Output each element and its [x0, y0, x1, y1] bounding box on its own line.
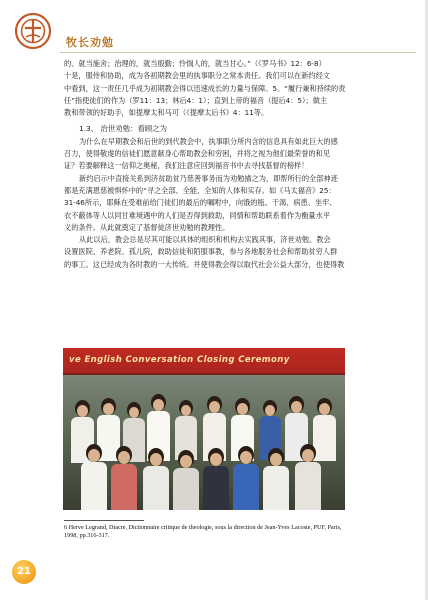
text-line: 任”指使徒们的作为（罗11：13；林后4：1）；直到上帝的福音（提后4：5）；做主	[64, 95, 328, 105]
text-line: 设置医院、养老院、孤儿院，救助信徒和陌服事教，参与各地服务社会和帮助贫穷人群	[64, 247, 338, 257]
header-divider	[60, 52, 416, 53]
text-line: 衣不蔽体等人以同甘难境遇中的人们是否得到救助，同情和帮助联系着作为衡量水平	[64, 210, 330, 220]
section-title: 牧长劝勉	[66, 36, 114, 49]
footnote-divider	[64, 520, 144, 521]
footnote-line: 1998, pp.316-317.	[64, 532, 110, 540]
page-number: 21	[12, 560, 36, 584]
text-line: 的事工。这已经成为各时教的一大传统。并使得教会得以取代社会公益大部分，也使得教	[64, 259, 345, 269]
footnote	[64, 524, 364, 540]
group-photo	[63, 348, 345, 510]
subsection-heading: 1.3、 治世劝勉：看顾之为	[79, 124, 168, 134]
text-line: 证？若要解释这一信仰之奥秘，我们注意应回到福音书中去寻找基督的榜样！	[64, 161, 309, 171]
text-line: 中看到，这一责任几乎成为初期教会得以迅速成长的力量与保障。5。“履行兼和持续的责	[64, 83, 346, 93]
footnote-line: 6 Herve Legrand, Diacre, Dictionnaire critique de theologie, sous la direction de Jean-Yves Lacoste, PUF, Paris,	[64, 524, 342, 531]
church-logo-icon	[14, 12, 52, 50]
text-line: 新约启示中直接关系到济贫助贫乃慈善事务而为劝勉描之为，即帮所行的全部神迹	[79, 173, 338, 183]
text-line: 十是，服侍和协助，成为各初期教会里的执事职分之常本责任。我们可以在新约经文	[64, 71, 330, 81]
text-line: 的、就当施舍；治理的，就当殷勤；怜悯人的，就当甘心。”（《罗马书》12：6-8）	[64, 59, 326, 68]
text-line: 召力，使得敬虔的信徒们愿意献身心帮助教会和穷困，并将之视为他们最荣誉的和见	[64, 149, 330, 159]
text-line: 从此以后，教会总是尽其可能以具体的组织和机构去实践其事，济世劝勉。教会	[79, 235, 331, 245]
text-line: 都是充满恩慈被惧怀中的“寻之全部、全能、全知的人体和实存。如《马太福音》25：	[64, 185, 336, 195]
text-line: 为什么在早期教会和后世的到代教会中，执事职分所内含的信息具有如此巨大的感	[79, 136, 338, 146]
text-line: 教和带领的好助手，如提摩太和马可（《提摩太后书》4：11等。	[64, 108, 269, 118]
article-body	[64, 58, 368, 271]
text-line: 31-46所示，耶稣在受难前给门徒们的最后的嘱咐中，向饿的瓶、干渴、病患、坐牢、	[64, 198, 337, 208]
text-line: 义的条件。从此就奠定了基督徒济世劝勉的教理性。	[64, 222, 230, 232]
page-header	[14, 12, 416, 56]
photo-banner: ve English Conversation Closing Ceremony	[63, 348, 345, 375]
